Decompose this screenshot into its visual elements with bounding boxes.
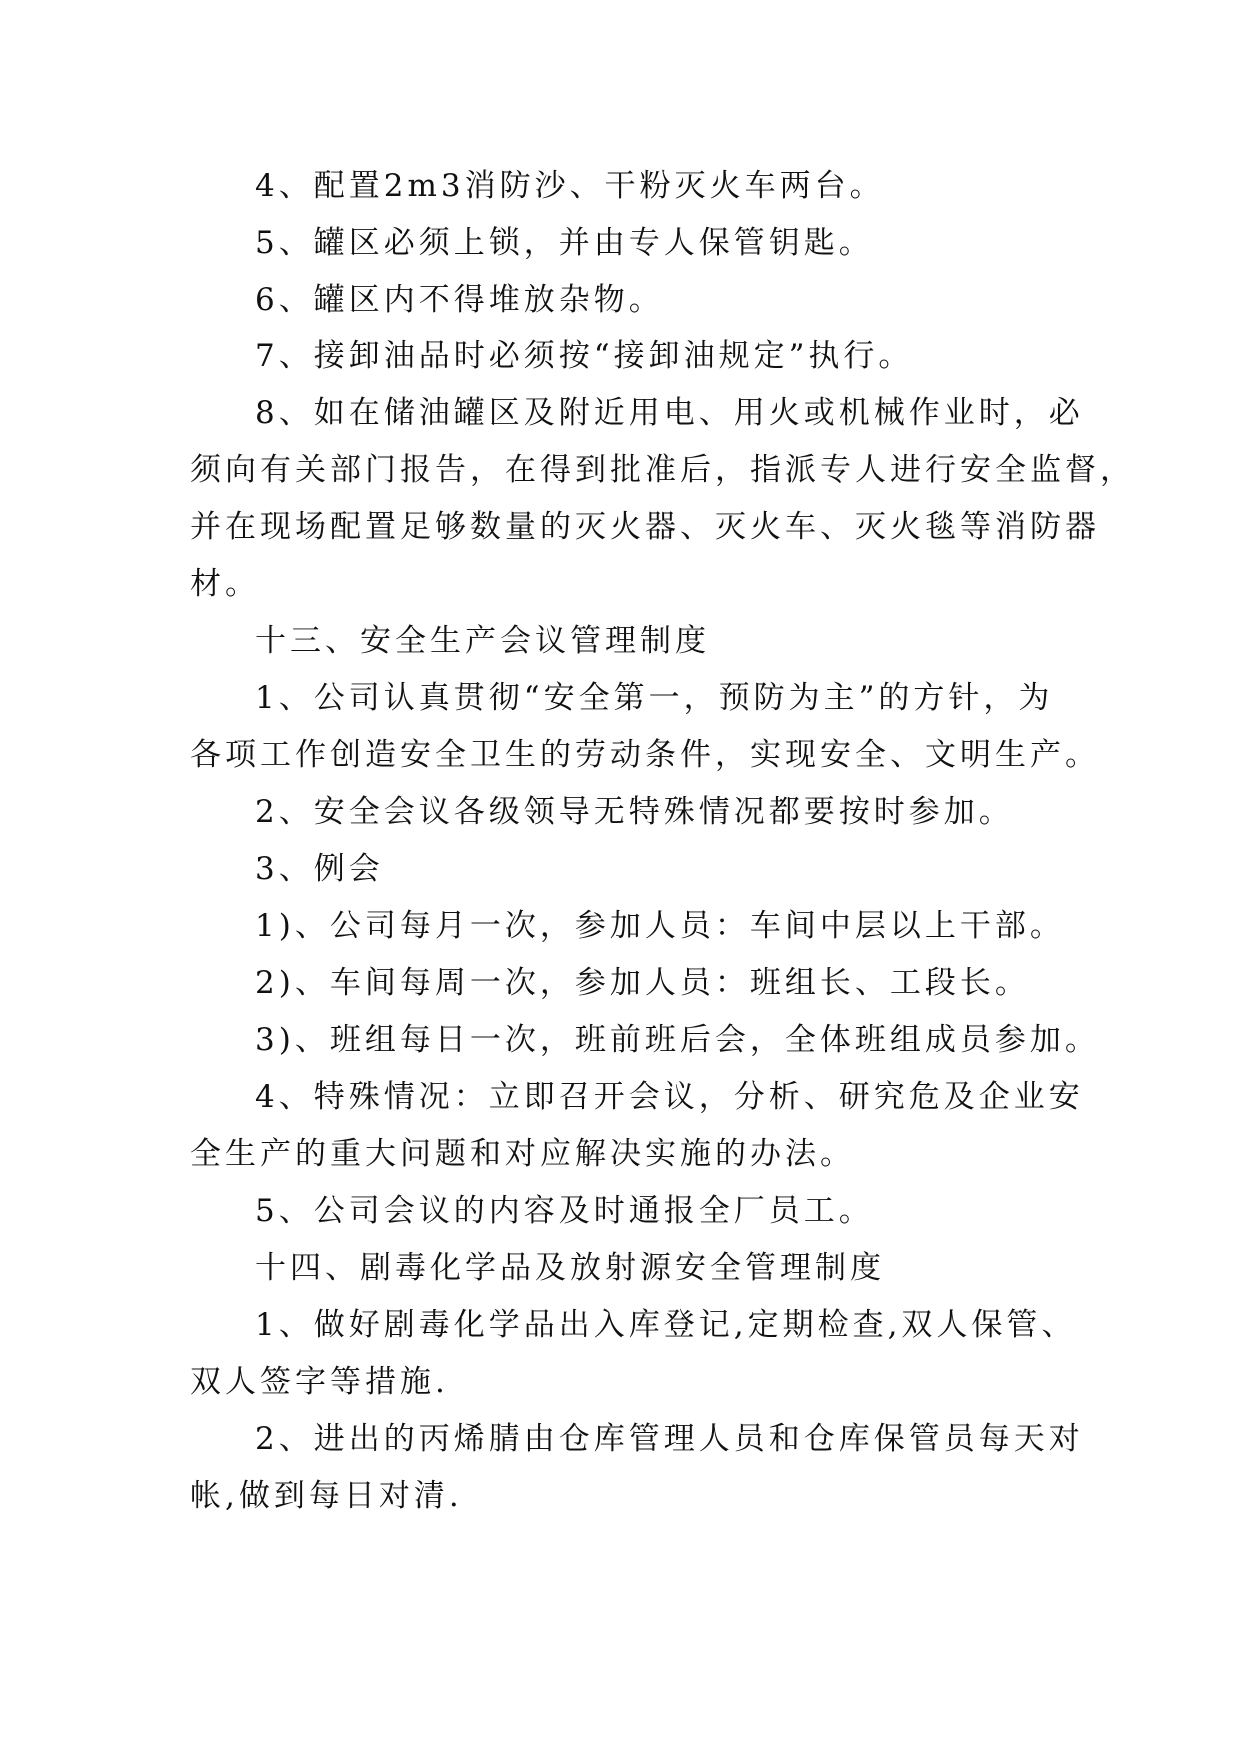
paragraph-line: 1、做好剧毒化学品出入库登记,定期检查,双人保管、 <box>255 1307 1077 1343</box>
paragraph-line: 各项工作创造安全卫生的劳动条件，实现安全、文明生产。 <box>190 737 1100 773</box>
paragraph-line: 5、公司会议的内容及时通报全厂员工。 <box>255 1193 874 1229</box>
paragraph-line: 须向有关部门报告，在得到批准后，指派专人进行安全监督， <box>190 452 1135 488</box>
paragraph-line: 8、如在储油罐区及附近用电、用火或机械作业时，必 <box>255 395 1084 431</box>
paragraph-line: 4、配置2m3消防沙、干粉灭火车两台。 <box>255 168 885 204</box>
paragraph-line: 6、罐区内不得堆放杂物。 <box>255 282 664 318</box>
paragraph-line: 5、罐区必须上锁，并由专人保管钥匙。 <box>255 225 874 261</box>
paragraph-line: 1、公司认真贯彻“安全第一，预防为主”的方针，为 <box>255 680 1054 716</box>
paragraph-line: 帐,做到每日对清. <box>190 1478 463 1514</box>
paragraph-line: 3、例会 <box>255 851 384 887</box>
paragraph-line: 并在现场配置足够数量的灭火器、灭火车、灭火毯等消防器 <box>190 509 1100 545</box>
paragraph-line: 1)、公司每月一次，参加人员：车间中层以上干部。 <box>255 908 1065 944</box>
section-heading: 十三、安全生产会议管理制度 <box>255 623 710 659</box>
paragraph-line: 2、安全会议各级领导无特殊情况都要按时参加。 <box>255 794 1014 830</box>
paragraph-line: 双人签字等措施. <box>190 1364 449 1400</box>
paragraph-line: 3)、班组每日一次，班前班后会，全体班组成员参加。 <box>255 1022 1100 1058</box>
paragraph-line: 7、接卸油品时必须按“接卸油规定”执行。 <box>255 338 914 374</box>
paragraph-line: 4、特殊情况：立即召开会议，分析、研究危及企业安 <box>255 1079 1084 1115</box>
paragraph-line: 2)、车间每周一次，参加人员：班组长、工段长。 <box>255 965 1030 1001</box>
paragraph-line: 材。 <box>190 566 260 602</box>
paragraph-line: 2、进出的丙烯腈由仓库管理人员和仓库保管员每天对 <box>255 1421 1084 1457</box>
section-heading: 十四、剧毒化学品及放射源安全管理制度 <box>255 1250 885 1286</box>
paragraph-line: 全生产的重大问题和对应解决实施的办法。 <box>190 1136 855 1172</box>
